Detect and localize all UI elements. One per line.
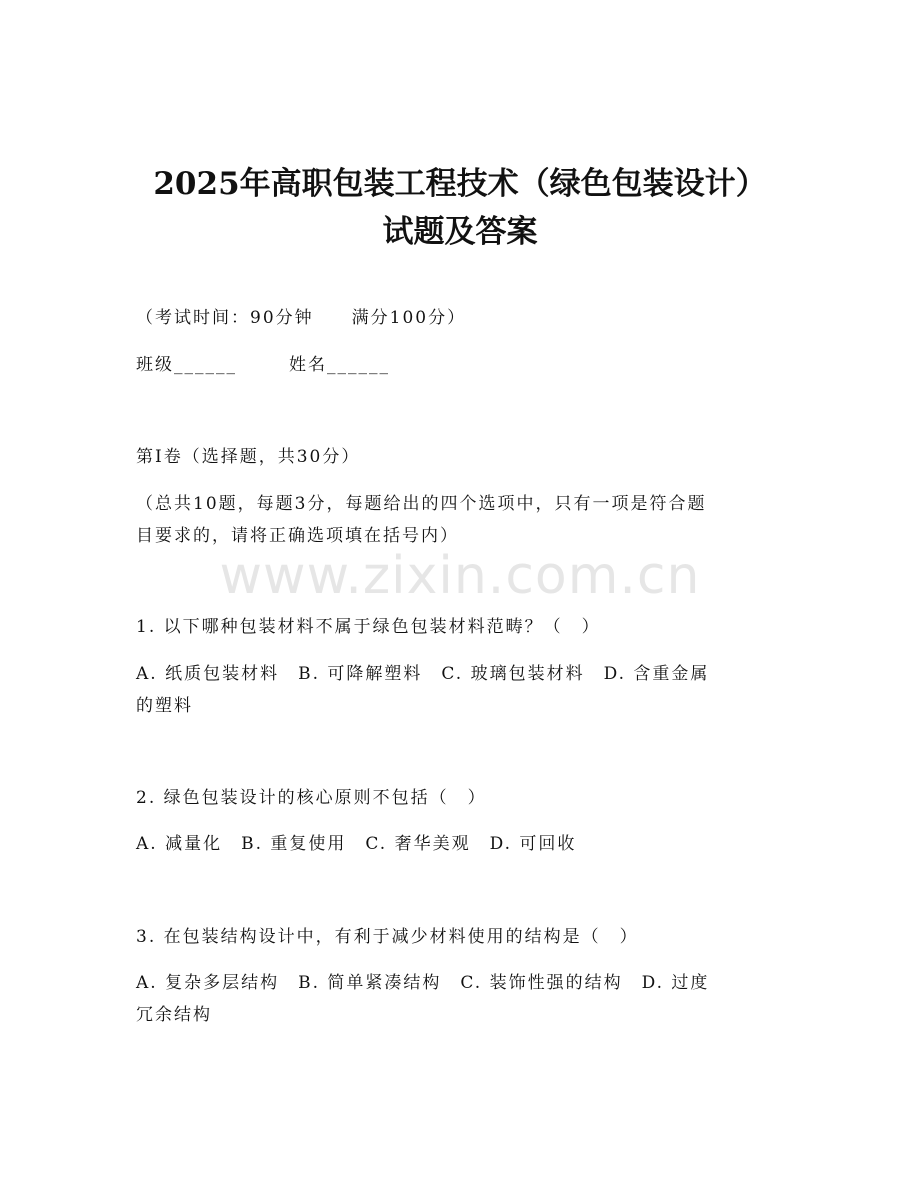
section-instruction-line2: 目要求的，请将正确选项填在括号内） — [136, 526, 459, 546]
question-stem: 3. 在包装结构设计中，有利于减少材料使用的结构是（ ） — [136, 927, 639, 947]
exam-info: （考试时间：90分钟 满分100分） — [136, 308, 467, 328]
name-field: 姓名______ — [289, 355, 390, 375]
class-field: 班级______ — [136, 355, 237, 375]
section-title: 第I卷（选择题，共30分） — [136, 447, 361, 467]
student-info-row — [136, 350, 390, 375]
exam-title-line2: 试题及答案 — [382, 214, 538, 250]
question-options: A. 纸质包装材料 B. 可降解塑料 C. 玻璃包装材料 D. 含重金属 — [136, 664, 710, 684]
question-options-continued: 冗余结构 — [136, 1005, 212, 1025]
watermark: www.zixin.com.cn — [219, 546, 701, 606]
section-instruction-line1: （总共10题，每题3分，每题给出的四个选项中，只有一项是符合题 — [136, 494, 707, 514]
question-options: A. 复杂多层结构 B. 简单紧凑结构 C. 装饰性强的结构 D. 过度 — [136, 973, 710, 993]
question-options-continued: 的塑料 — [136, 696, 193, 716]
question-stem: 1. 以下哪种包装材料不属于绿色包装材料范畴？（ ） — [136, 617, 601, 637]
exam-title-line1: 2025年高职包装工程技术（绿色包装设计） — [153, 166, 767, 202]
question-stem: 2. 绿色包装设计的核心原则不包括（ ） — [136, 788, 487, 808]
question-options: A. 减量化 B. 重复使用 C. 奢华美观 D. 可回收 — [136, 834, 577, 854]
